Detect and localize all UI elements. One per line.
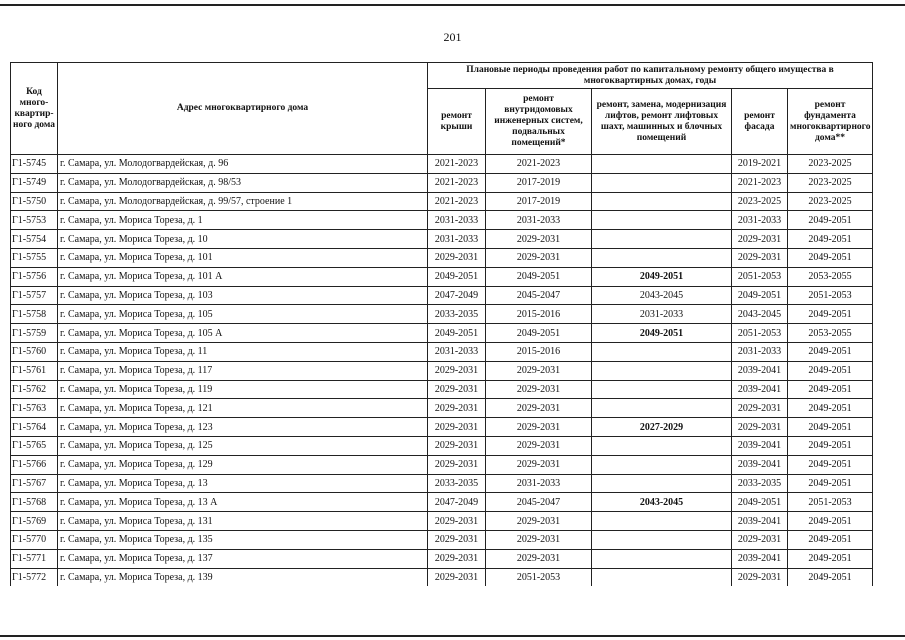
row-systems: 2029-2031 — [486, 248, 592, 267]
table-row — [11, 455, 873, 474]
row-foundation: 2051-2053 — [788, 286, 873, 305]
row-address: г. Самара, ул. Мориса Тореза, д. 117 — [58, 361, 428, 380]
row-code: Г1-5765 — [11, 436, 58, 455]
row-code: Г1-5757 — [11, 286, 58, 305]
row-foundation: 2049-2051 — [788, 568, 873, 586]
row-lifts: 2049-2051 — [592, 267, 732, 286]
row-systems: 2029-2031 — [486, 230, 592, 249]
row-code: Г1-5750 — [11, 192, 58, 211]
row-roof: 2047-2049 — [428, 493, 486, 512]
header-foundation: ремонт фундамента многоквартирного дома** — [788, 89, 873, 155]
row-foundation: 2049-2051 — [788, 305, 873, 324]
row-lifts — [592, 474, 732, 493]
row-address: г. Самара, ул. Молодогвардейская, д. 98/53 — [58, 173, 428, 192]
row-code: Г1-5755 — [11, 248, 58, 267]
row-foundation: 2049-2051 — [788, 512, 873, 531]
row-lifts: 2031-2033 — [592, 305, 732, 324]
capital-repair-table — [10, 62, 873, 586]
row-systems: 2051-2053 — [486, 568, 592, 586]
row-address: г. Самара, ул. Мориса Тореза, д. 137 — [58, 549, 428, 568]
row-lifts — [592, 155, 732, 174]
row-address: г. Самара, ул. Мориса Тореза, д. 139 — [58, 568, 428, 586]
row-facade: 2029-2031 — [732, 399, 788, 418]
row-code: Г1-5761 — [11, 361, 58, 380]
row-address: г. Самара, ул. Мориса Тореза, д. 13 А — [58, 493, 428, 512]
row-code: Г1-5767 — [11, 474, 58, 493]
row-address: г. Самара, ул. Молодогвардейская, д. 99/57, строение 1 — [58, 192, 428, 211]
table-body — [11, 155, 873, 587]
row-foundation: 2049-2051 — [788, 455, 873, 474]
row-address: г. Самара, ул. Мориса Тореза, д. 135 — [58, 530, 428, 549]
row-systems: 2029-2031 — [486, 455, 592, 474]
row-lifts — [592, 549, 732, 568]
row-code: Г1-5769 — [11, 512, 58, 531]
row-facade: 2039-2041 — [732, 512, 788, 531]
table-row — [11, 230, 873, 249]
table-row — [11, 380, 873, 399]
row-systems: 2029-2031 — [486, 399, 592, 418]
row-facade: 2019-2021 — [732, 155, 788, 174]
row-facade: 2039-2041 — [732, 549, 788, 568]
row-lifts — [592, 530, 732, 549]
row-lifts — [592, 173, 732, 192]
row-address: г. Самара, ул. Мориса Тореза, д. 105 А — [58, 324, 428, 343]
row-lifts: 2043-2045 — [592, 493, 732, 512]
row-foundation: 2053-2055 — [788, 324, 873, 343]
row-facade: 2029-2031 — [732, 568, 788, 586]
table-row — [11, 305, 873, 324]
row-systems: 2015-2016 — [486, 305, 592, 324]
row-roof: 2029-2031 — [428, 248, 486, 267]
table-row — [11, 549, 873, 568]
row-roof: 2049-2051 — [428, 324, 486, 343]
row-systems: 2029-2031 — [486, 361, 592, 380]
row-facade: 2049-2051 — [732, 286, 788, 305]
row-code: Г1-5764 — [11, 418, 58, 437]
row-foundation: 2051-2053 — [788, 493, 873, 512]
row-address: г. Самара, ул. Мориса Тореза, д. 101 А — [58, 267, 428, 286]
header-address: Адрес многоквартирного дома — [58, 63, 428, 155]
row-foundation: 2023-2025 — [788, 173, 873, 192]
row-facade: 2043-2045 — [732, 305, 788, 324]
table-row — [11, 324, 873, 343]
row-roof: 2021-2023 — [428, 155, 486, 174]
table-row — [11, 418, 873, 437]
row-roof: 2021-2023 — [428, 192, 486, 211]
row-roof: 2029-2031 — [428, 568, 486, 586]
row-address: г. Самара, ул. Мориса Тореза, д. 121 — [58, 399, 428, 418]
row-systems: 2029-2031 — [486, 418, 592, 437]
header-facade: ремонт фасада — [732, 89, 788, 155]
row-lifts: 2043-2045 — [592, 286, 732, 305]
row-address: г. Самара, ул. Мориса Тореза, д. 131 — [58, 512, 428, 531]
row-foundation: 2049-2051 — [788, 248, 873, 267]
row-roof: 2047-2049 — [428, 286, 486, 305]
table-row — [11, 493, 873, 512]
row-address: г. Самара, ул. Мориса Тореза, д. 125 — [58, 436, 428, 455]
row-lifts — [592, 512, 732, 531]
row-code: Г1-5766 — [11, 455, 58, 474]
row-address: г. Самара, ул. Мориса Тореза, д. 10 — [58, 230, 428, 249]
row-systems: 2021-2023 — [486, 155, 592, 174]
table-row — [11, 436, 873, 455]
row-address: г. Самара, ул. Мориса Тореза, д. 13 — [58, 474, 428, 493]
row-lifts — [592, 248, 732, 267]
row-facade: 2039-2041 — [732, 380, 788, 399]
top-rule — [0, 4, 905, 6]
row-facade: 2039-2041 — [732, 455, 788, 474]
row-address: г. Самара, ул. Мориса Тореза, д. 105 — [58, 305, 428, 324]
row-address: г. Самара, ул. Мориса Тореза, д. 1 — [58, 211, 428, 230]
row-lifts — [592, 568, 732, 586]
row-code: Г1-5772 — [11, 568, 58, 586]
row-foundation: 2049-2051 — [788, 380, 873, 399]
row-roof: 2029-2031 — [428, 399, 486, 418]
row-roof: 2029-2031 — [428, 549, 486, 568]
row-systems: 2049-2051 — [486, 267, 592, 286]
row-facade: 2023-2025 — [732, 192, 788, 211]
table-row — [11, 192, 873, 211]
row-roof: 2029-2031 — [428, 418, 486, 437]
table-row — [11, 568, 873, 586]
row-systems: 2017-2019 — [486, 192, 592, 211]
row-foundation: 2049-2051 — [788, 474, 873, 493]
row-foundation: 2049-2051 — [788, 399, 873, 418]
row-lifts — [592, 436, 732, 455]
row-address: г. Самара, ул. Мориса Тореза, д. 129 — [58, 455, 428, 474]
row-systems: 2049-2051 — [486, 324, 592, 343]
row-code: Г1-5745 — [11, 155, 58, 174]
row-code: Г1-5753 — [11, 211, 58, 230]
row-facade: 2039-2041 — [732, 436, 788, 455]
row-roof: 2033-2035 — [428, 305, 486, 324]
row-systems: 2045-2047 — [486, 286, 592, 305]
row-address: г. Самара, ул. Мориса Тореза, д. 103 — [58, 286, 428, 305]
row-code: Г1-5771 — [11, 549, 58, 568]
table-row — [11, 211, 873, 230]
table-row — [11, 155, 873, 174]
row-facade: 2051-2053 — [732, 324, 788, 343]
row-lifts — [592, 361, 732, 380]
row-facade: 2051-2053 — [732, 267, 788, 286]
row-roof: 2029-2031 — [428, 530, 486, 549]
row-systems: 2017-2019 — [486, 173, 592, 192]
table-row — [11, 530, 873, 549]
header-systems: ремонт внутридомовых инженерных систем, подвальных помещений* — [486, 89, 592, 155]
row-code: Г1-5756 — [11, 267, 58, 286]
row-facade: 2033-2035 — [732, 474, 788, 493]
table-row — [11, 342, 873, 361]
table-row — [11, 361, 873, 380]
row-roof: 2033-2035 — [428, 474, 486, 493]
table-row — [11, 267, 873, 286]
row-foundation: 2049-2051 — [788, 549, 873, 568]
row-lifts — [592, 380, 732, 399]
table-row — [11, 286, 873, 305]
row-foundation: 2049-2051 — [788, 361, 873, 380]
row-code: Г1-5768 — [11, 493, 58, 512]
row-foundation: 2049-2051 — [788, 530, 873, 549]
row-foundation: 2049-2051 — [788, 418, 873, 437]
row-facade: 2049-2051 — [732, 493, 788, 512]
row-code: Г1-5759 — [11, 324, 58, 343]
row-code: Г1-5749 — [11, 173, 58, 192]
row-systems: 2031-2033 — [486, 474, 592, 493]
row-address: г. Самара, ул. Мориса Тореза, д. 123 — [58, 418, 428, 437]
row-foundation: 2049-2051 — [788, 230, 873, 249]
row-systems: 2029-2031 — [486, 549, 592, 568]
row-roof: 2031-2033 — [428, 342, 486, 361]
row-roof: 2031-2033 — [428, 230, 486, 249]
page-number: 201 — [443, 30, 462, 44]
row-lifts — [592, 455, 732, 474]
row-facade: 2039-2041 — [732, 361, 788, 380]
row-systems: 2045-2047 — [486, 493, 592, 512]
row-systems: 2029-2031 — [486, 512, 592, 531]
row-facade: 2029-2031 — [732, 230, 788, 249]
table-row — [11, 512, 873, 531]
header-code: Код много-квартир-ного дома — [11, 63, 58, 155]
row-code: Г1-5760 — [11, 342, 58, 361]
row-facade: 2031-2033 — [732, 342, 788, 361]
row-roof: 2029-2031 — [428, 436, 486, 455]
row-facade: 2029-2031 — [732, 248, 788, 267]
row-code: Г1-5770 — [11, 530, 58, 549]
table-row — [11, 474, 873, 493]
header-roof: ремонт крыши — [428, 89, 486, 155]
row-facade: 2031-2033 — [732, 211, 788, 230]
row-roof: 2029-2031 — [428, 455, 486, 474]
row-foundation: 2049-2051 — [788, 211, 873, 230]
row-code: Г1-5758 — [11, 305, 58, 324]
row-facade: 2021-2023 — [732, 173, 788, 192]
row-address: г. Самара, ул. Мориса Тореза, д. 11 — [58, 342, 428, 361]
row-lifts — [592, 399, 732, 418]
row-lifts — [592, 211, 732, 230]
row-foundation: 2049-2051 — [788, 436, 873, 455]
row-roof: 2029-2031 — [428, 361, 486, 380]
row-roof: 2029-2031 — [428, 380, 486, 399]
row-systems: 2015-2016 — [486, 342, 592, 361]
row-systems: 2031-2033 — [486, 211, 592, 230]
header-group-title: Плановые периоды проведения работ по капитальному ремонту общего имущества в многоквартирных домах, годы — [428, 63, 873, 89]
row-roof: 2021-2023 — [428, 173, 486, 192]
bottom-rule — [0, 635, 905, 637]
header-lifts: ремонт, замена, модернизация лифтов, ремонт лифтовых шахт, машинных и блочных помещений — [592, 89, 732, 155]
row-code: Г1-5763 — [11, 399, 58, 418]
row-foundation: 2049-2051 — [788, 342, 873, 361]
row-address: г. Самара, ул. Мориса Тореза, д. 119 — [58, 380, 428, 399]
table-row — [11, 399, 873, 418]
row-lifts: 2027-2029 — [592, 418, 732, 437]
row-roof: 2031-2033 — [428, 211, 486, 230]
row-facade: 2029-2031 — [732, 530, 788, 549]
table-row — [11, 173, 873, 192]
table-row — [11, 248, 873, 267]
row-systems: 2029-2031 — [486, 530, 592, 549]
row-roof: 2049-2051 — [428, 267, 486, 286]
row-lifts — [592, 342, 732, 361]
row-lifts: 2049-2051 — [592, 324, 732, 343]
row-lifts — [592, 230, 732, 249]
row-address: г. Самара, ул. Мориса Тореза, д. 101 — [58, 248, 428, 267]
row-code: Г1-5754 — [11, 230, 58, 249]
row-facade: 2029-2031 — [732, 418, 788, 437]
row-foundation: 2023-2025 — [788, 192, 873, 211]
row-code: Г1-5762 — [11, 380, 58, 399]
row-address: г. Самара, ул. Молодогвардейская, д. 96 — [58, 155, 428, 174]
row-foundation: 2053-2055 — [788, 267, 873, 286]
row-lifts — [592, 192, 732, 211]
row-foundation: 2023-2025 — [788, 155, 873, 174]
row-roof: 2029-2031 — [428, 512, 486, 531]
row-systems: 2029-2031 — [486, 436, 592, 455]
row-systems: 2029-2031 — [486, 380, 592, 399]
